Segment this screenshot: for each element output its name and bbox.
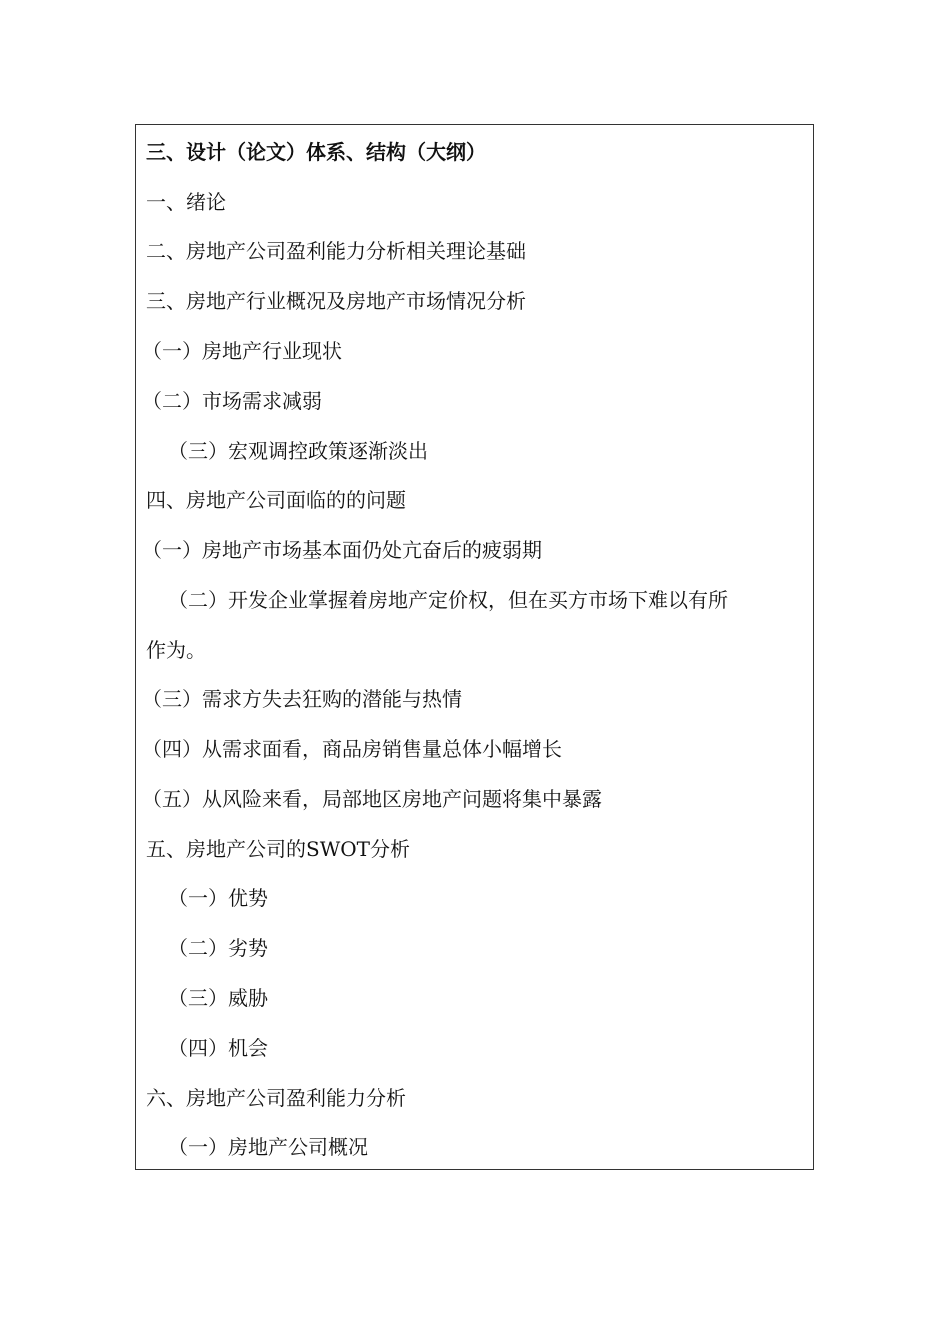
outline-item-3-2: （二）市场需求减弱 xyxy=(142,389,322,413)
outline-item-5-1: （一）优势 xyxy=(168,886,268,910)
outline-chapter-3: 三、房地产行业概况及房地产市场情况分析 xyxy=(146,289,526,313)
outline-item-5-2: （二）劣势 xyxy=(168,936,268,960)
outline-table-cell xyxy=(135,124,814,1170)
section-heading: 三、设计（论文）体系、结构（大纲） xyxy=(146,140,486,164)
outline-item-5-3: （三）威胁 xyxy=(168,986,268,1010)
outline-item-5-4: （四）机会 xyxy=(168,1036,268,1060)
outline-chapter-5: 五、房地产公司的SWOT分析 xyxy=(146,837,410,861)
outline-item-4-2: （二）开发企业掌握着房地产定价权，但在买方市场下难以有所 xyxy=(168,588,728,612)
outline-item-4-4: （四）从需求面看，商品房销售量总体小幅增长 xyxy=(142,737,562,761)
outline-chapter-6: 六、房地产公司盈利能力分析 xyxy=(146,1086,406,1110)
outline-item-3-3: （三）宏观调控政策逐渐淡出 xyxy=(168,439,428,463)
outline-item-3-1: （一）房地产行业现状 xyxy=(142,339,342,363)
outline-chapter-1: 一、绪论 xyxy=(146,190,226,214)
outline-item-4-1: （一）房地产市场基本面仍处亢奋后的疲弱期 xyxy=(142,538,542,562)
outline-item-6-1: （一）房地产公司概况 xyxy=(168,1135,368,1159)
outline-item-4-2-continued: 作为。 xyxy=(146,638,206,662)
outline-chapter-2: 二、房地产公司盈利能力分析相关理论基础 xyxy=(146,239,526,263)
outline-item-4-3: （三）需求方失去狂购的潜能与热情 xyxy=(142,687,462,711)
outline-chapter-4: 四、房地产公司面临的的问题 xyxy=(146,488,406,512)
outline-item-4-5: （五）从风险来看，局部地区房地产问题将集中暴露 xyxy=(142,787,602,811)
